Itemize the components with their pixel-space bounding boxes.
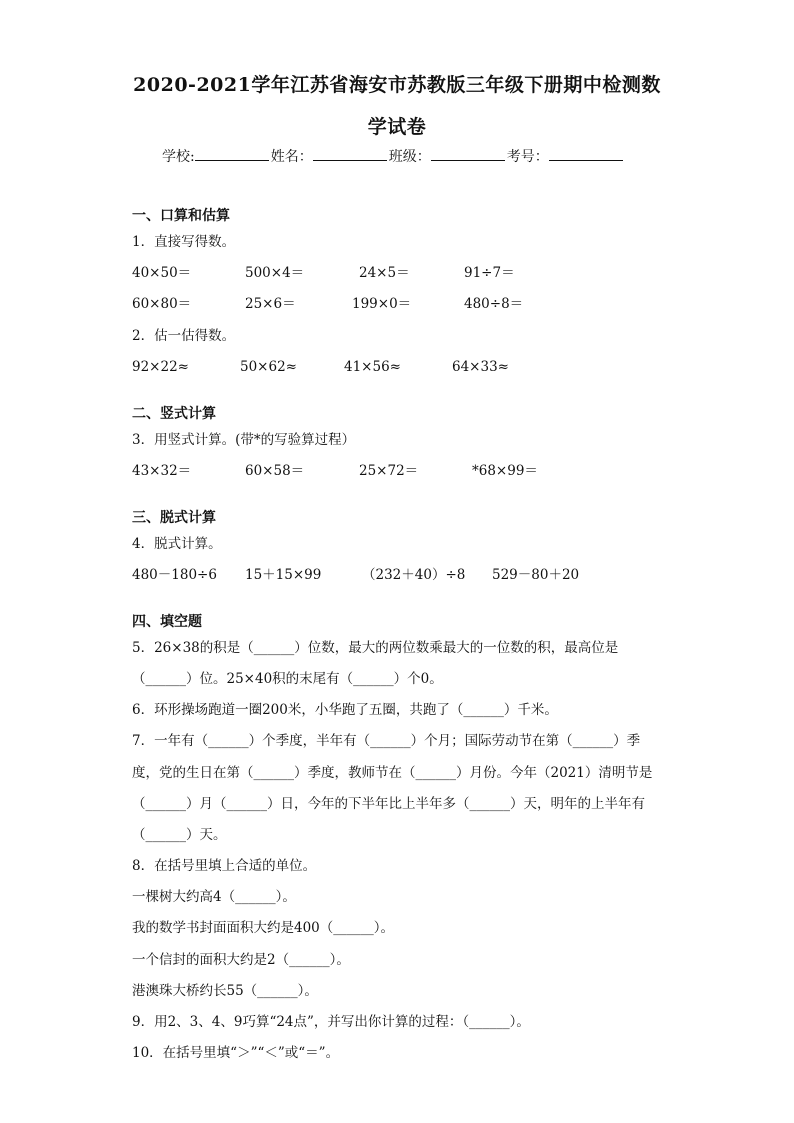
q4-item: 15＋15×99	[245, 567, 322, 583]
q4-item: 529－80＋20	[492, 567, 580, 583]
name-label: 姓名：	[270, 149, 313, 165]
exam-no-label: 考号：	[506, 149, 549, 165]
exam-no-blank	[549, 148, 623, 161]
section-heading-3: 三、脱式计算	[132, 510, 216, 526]
student-info-row	[162, 146, 625, 166]
section-heading-4: 四、填空题	[132, 614, 202, 630]
q1-item: 25×6＝	[245, 296, 296, 312]
q4-item: （232＋40）÷8	[362, 567, 466, 583]
exam-title-line-2: 学试卷	[367, 116, 427, 138]
question-10-line-1: 10．在括号里填“＞”“＜”或“＝”。	[132, 1045, 340, 1061]
question-8-item: 一棵树大约高4（______）。	[132, 889, 296, 905]
question-4-stem: 4．脱式计算。	[132, 536, 222, 552]
question-3-stem: 3．用竖式计算。(带*的写验算过程）	[132, 432, 356, 448]
q1-item: 199×0＝	[352, 296, 412, 312]
q1-item: 480÷8＝	[464, 296, 524, 312]
class-label: 班级：	[388, 149, 431, 165]
q3-item: 25×72＝	[359, 463, 419, 479]
q3-item: *68×99＝	[472, 463, 538, 479]
exam-title-line-1: 2020-2021学年江苏省海安市苏教版三年级下册期中检测数	[133, 74, 661, 96]
question-2-stem: 2．估一估得数。	[132, 328, 236, 344]
q3-item: 60×58＝	[245, 463, 305, 479]
class-blank	[431, 148, 505, 161]
q4-item: 480－180÷6	[132, 567, 217, 583]
question-8-stem: 8．在括号里填上合适的单位。	[132, 858, 317, 874]
q3-item: 43×32＝	[132, 463, 192, 479]
q1-item: 24×5＝	[359, 265, 410, 281]
section-heading-2: 二、竖式计算	[132, 406, 216, 422]
school-label: 学校:	[162, 149, 195, 165]
name-blank	[313, 148, 387, 161]
q1-item: 40×50＝	[132, 265, 192, 281]
question-9-line-1: 9．用2、3、4、9巧算“24点”，并写出你计算的过程：（______）。	[132, 1014, 530, 1030]
q1-item: 91÷7＝	[464, 265, 515, 281]
q1-item: 60×80＝	[132, 296, 192, 312]
question-5-line-1: 5．26×38的积是（______）位数，最大的两位数乘最大的一位数的积，最高位是	[132, 640, 619, 656]
question-6-line-1: 6．环形操场跑道一圈200米，小华跑了五圈，共跑了（______）千米。	[132, 702, 558, 718]
question-8-item: 港澳珠大桥约长55（______）。	[132, 983, 318, 999]
question-8-item: 我的数学书封面面积大约是400（______）。	[132, 920, 395, 936]
section-heading-1: 一、口算和估算	[132, 208, 230, 224]
q2-item: 50×62≈	[240, 359, 297, 375]
question-7-line-1: 7．一年有（______）个季度，半年有（______）个月；国际劳动节在第（______）季	[132, 733, 641, 749]
question-7-line-3: （______）月（______）日，今年的下半年比上半年多（______）天，明年的上半年有	[132, 796, 645, 812]
q2-item: 41×56≈	[344, 359, 401, 375]
q2-item: 92×22≈	[132, 359, 189, 375]
question-5-line-2: （______）位。25×40积的末尾有（______）个0。	[132, 671, 443, 687]
question-8-item: 一个信封的面积大约是2（______）。	[132, 952, 350, 968]
question-1-stem: 1．直接写得数。	[132, 234, 236, 250]
question-7-line-4: （______）天。	[132, 827, 227, 843]
school-blank	[195, 148, 269, 161]
q2-item: 64×33≈	[452, 359, 509, 375]
q1-item: 500×4＝	[245, 265, 305, 281]
question-7-line-2: 度，党的生日在第（______）季度，教师节在（______）月份。今年（2021）清明节是	[132, 765, 653, 781]
